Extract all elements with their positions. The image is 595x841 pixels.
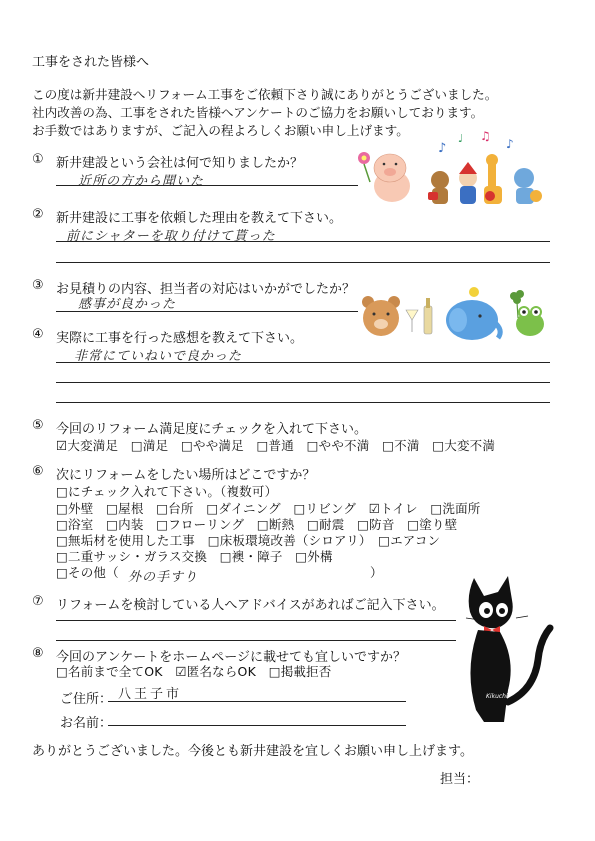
q6-question: 次にリフォームをしたい場所はどこですか？ [56, 468, 316, 483]
q4-answer-line-1 [56, 362, 550, 363]
q2-question: 新井建設に工事を依頼した理由を教えて下さい。 [56, 211, 343, 226]
q1-question: 新井建設という会社は何で知りましたか？ [56, 156, 304, 171]
q6-options-row-1: □外壁 □屋根 □台所 □ダイニング □リビング ☑トイレ □洗面所 [56, 501, 481, 516]
q3-answer: 感事が良かった [78, 297, 177, 312]
address-line [108, 701, 406, 702]
address-label: ご住所： [60, 692, 113, 707]
q7-answer-line-2 [56, 640, 456, 641]
black-cat-illustration [454, 570, 554, 728]
q4-answer-line-2 [56, 382, 550, 383]
q4-number: ④ [32, 327, 44, 342]
svg-text:♪: ♪ [438, 141, 447, 156]
q5-question: 今回のリフォーム満足度にチェックを入れて下さい。 [56, 422, 367, 437]
q8-question: 今回のアンケートをホームページに載せても宜しいですか？ [56, 650, 406, 665]
q7-answer-line-1 [56, 620, 456, 621]
q7-number: ⑦ [32, 594, 44, 609]
elephant-with-bird-illustration [440, 286, 506, 344]
q3-number: ③ [32, 278, 44, 293]
q8-number: ⑧ [32, 646, 44, 661]
q1-answer-line [56, 185, 358, 186]
q6-number: ⑥ [32, 464, 44, 479]
q3-question: お見積りの内容、担当者の対応はいかがでしたか？ [56, 282, 356, 297]
staff-label: 担当： [440, 772, 480, 787]
q6-other-close: ） [370, 565, 383, 580]
q2-answer-line-2 [56, 262, 550, 263]
frog-with-clover-illustration [504, 288, 548, 344]
q3-answer-line [56, 311, 358, 312]
q1-answer: 近所の方から聞いた [78, 174, 205, 189]
intro-line-1: この度は新井建設へリフォーム工事をご依頼下さり誠にありがとうございました。 [32, 87, 498, 102]
q6-instruction: □にチェック入れて下さい。（複数可） [56, 484, 278, 499]
q5-options: ☑大変満足 □満足 □やや満足 □普通 □やや不満 □不満 □大変不満 [56, 438, 496, 453]
q6-other-answer: 外の手すり [128, 570, 199, 585]
q5-number: ⑤ [32, 418, 44, 433]
name-label: お名前： [60, 716, 113, 731]
q7-question: リフォームを検討している人へアドバイスがあればご記入下さい。 [56, 598, 445, 613]
q2-number: ② [32, 207, 44, 222]
svg-text:♩: ♩ [458, 132, 464, 145]
q6-options-row-2: □浴室 □内装 □フローリング □断熱 □耐震 □防音 □塗り壁 [56, 517, 458, 532]
greeting: 工事をされた皆様へ [32, 55, 150, 70]
svg-text:♫: ♫ [480, 129, 491, 143]
pig-with-flower-illustration [352, 148, 416, 206]
cat-signature: Kikuchi [486, 693, 508, 700]
closing-message: ありがとうございました。今後とも新井建設を宜しくお願い申し上げます。 [32, 744, 473, 759]
q4-answer-line-3 [56, 402, 550, 403]
name-line [108, 725, 406, 726]
intro-line-2: 社内改善の為、工事をされた皆様へアンケートのご協力をお願いしております。 [32, 105, 484, 120]
q2-answer-line-1 [56, 241, 550, 242]
bear-with-drinks-illustration [360, 288, 440, 346]
animal-band-illustration [424, 152, 548, 210]
q8-options: □名前まで全てOK ☑匿名ならOK □掲載拒否 [56, 664, 332, 679]
q1-number: ① [32, 152, 44, 167]
q6-options-row-3: □無垢材を使用した工事 □床板環境改善（シロアリ） □エアコン [56, 533, 441, 548]
q4-answer: 非常にていねいで良かった [74, 349, 243, 364]
intro-line-3: お手数ではありますが、ご記入の程よろしくお願い申し上げます。 [32, 123, 409, 138]
q6-options-row-4: □二重サッシ・ガラス交換 □襖・障子 □外構 [56, 549, 333, 564]
q4-question: 実際に工事を行った感想を教えて下さい。 [56, 331, 304, 346]
q2-answer: 前にシャターを取り付けて貰った [66, 229, 276, 244]
address-value: 八王子市 [118, 687, 183, 702]
svg-text:♪: ♪ [506, 137, 514, 151]
q6-other-label: □その他（ [56, 565, 119, 580]
